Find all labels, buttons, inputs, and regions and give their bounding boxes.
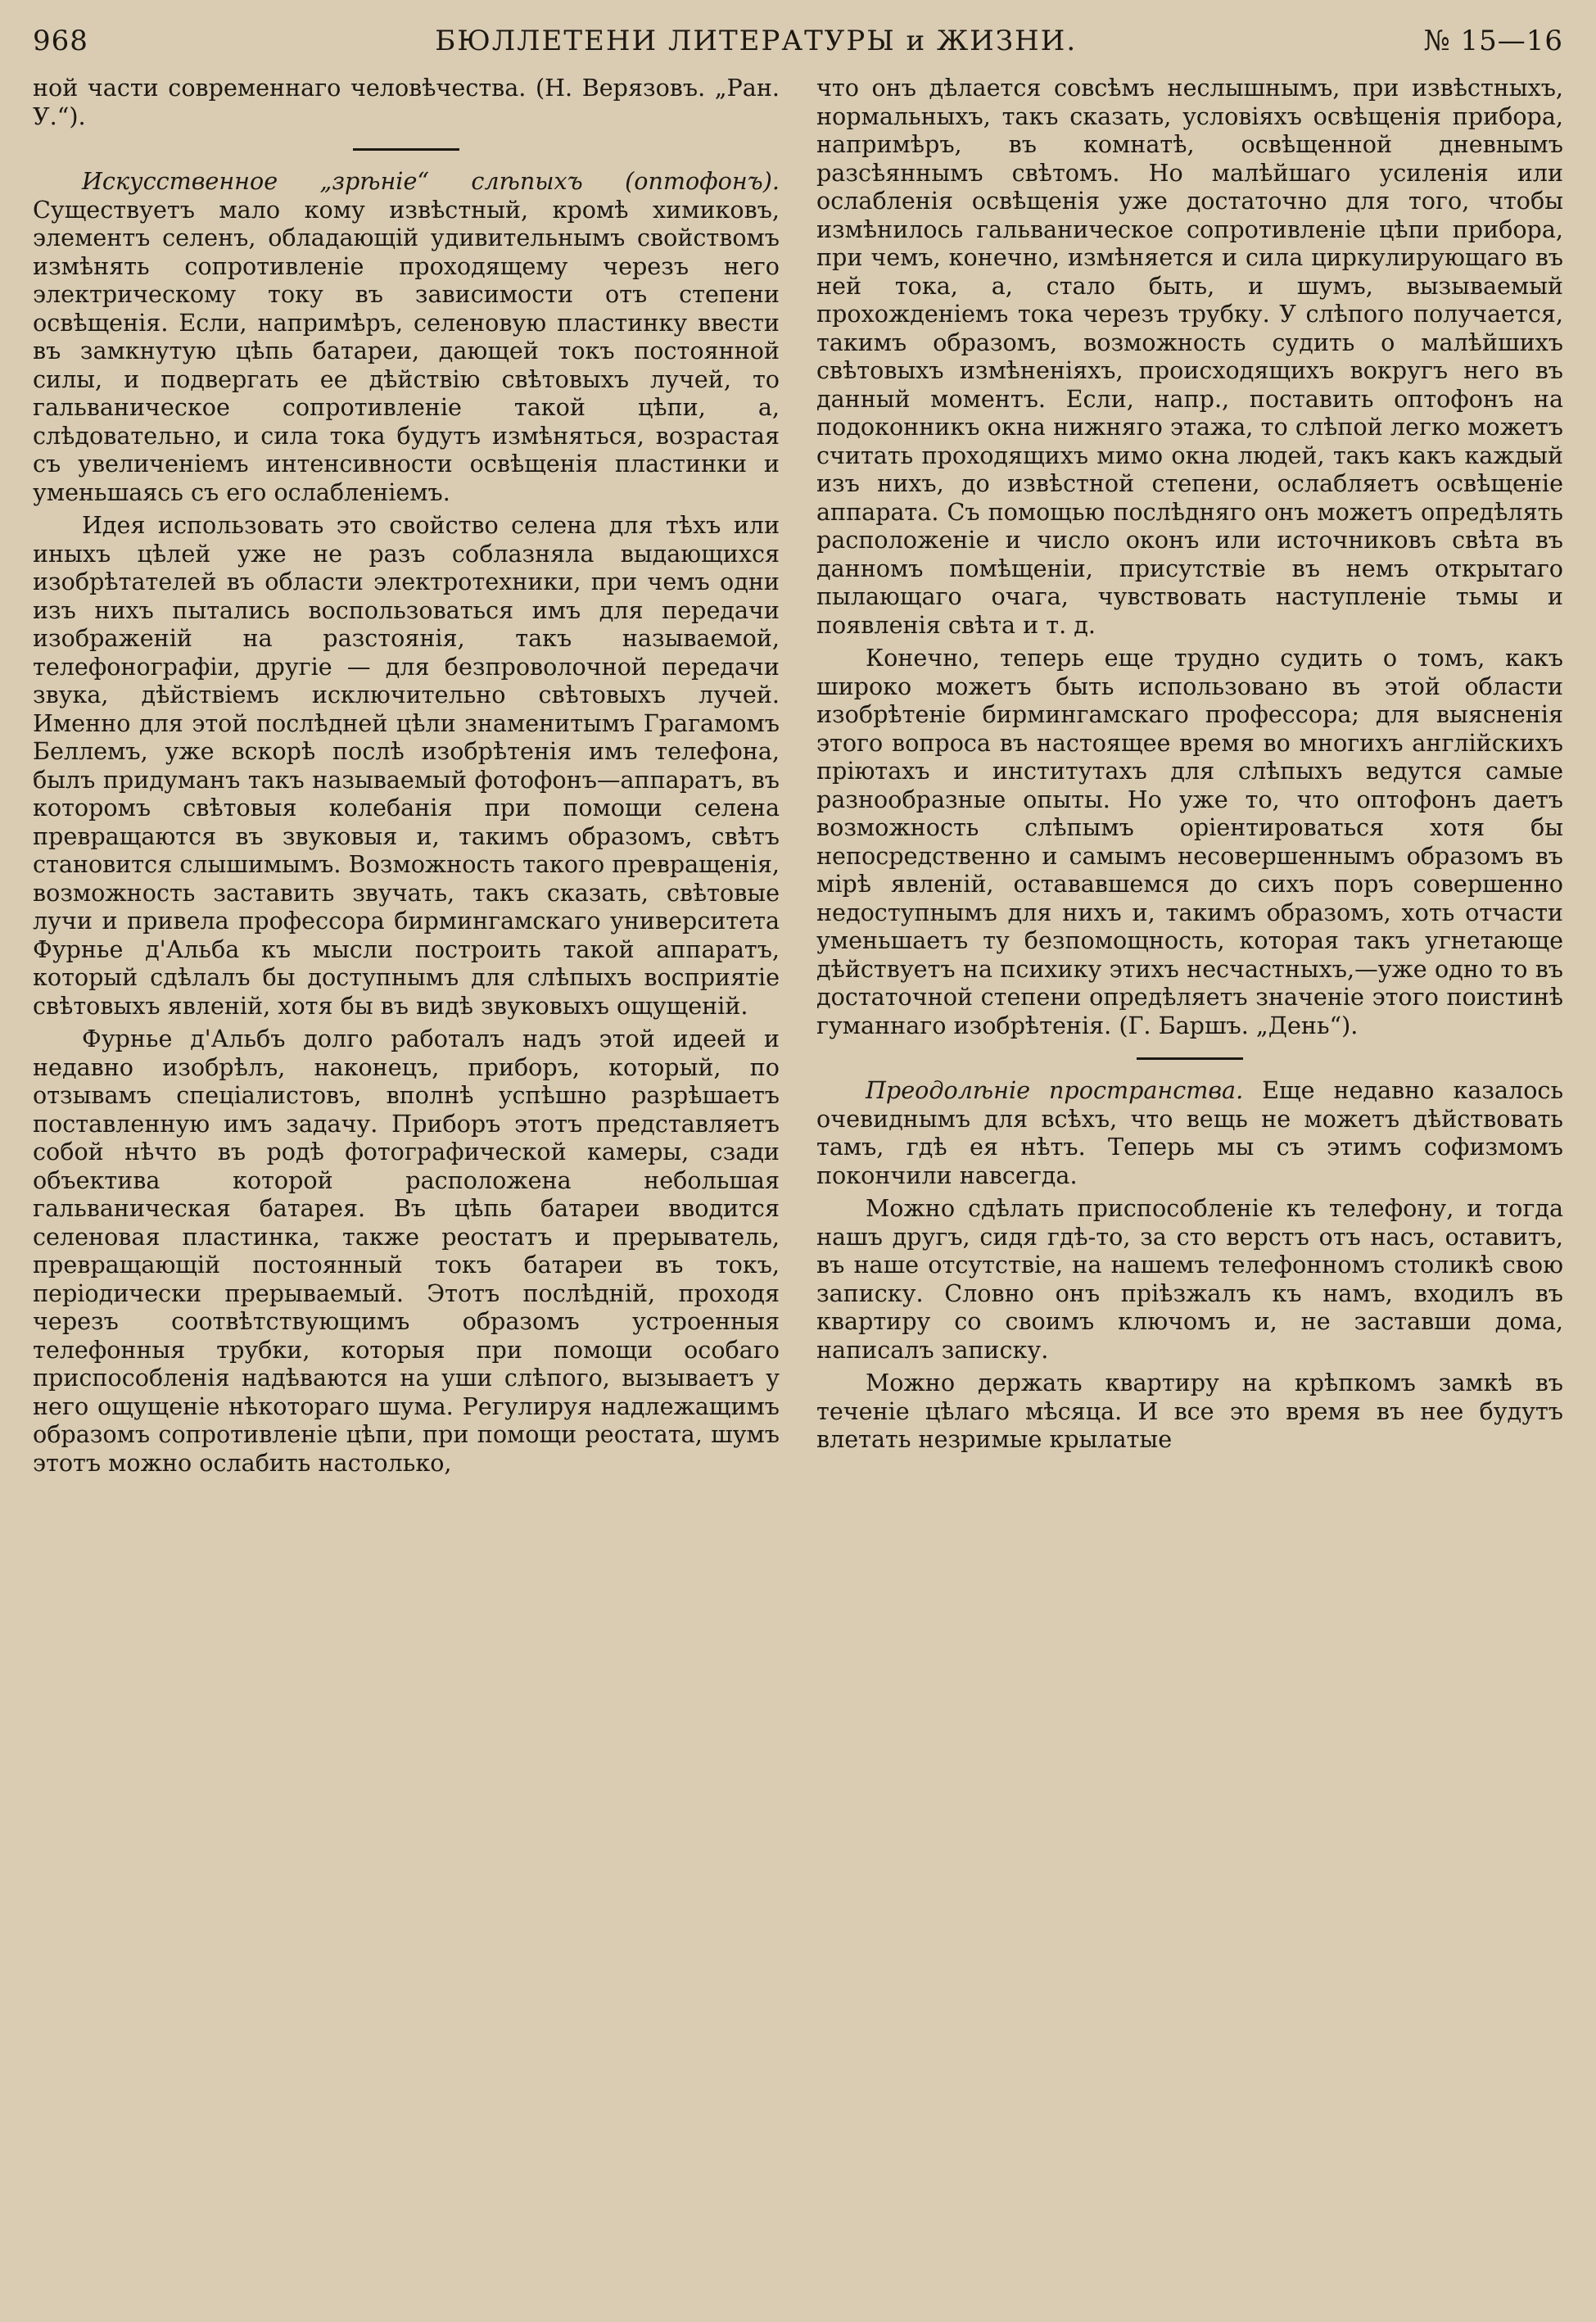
paragraph [816, 1076, 1563, 1189]
issue-number: № 15—16 [1423, 25, 1563, 57]
paragraph [33, 167, 780, 506]
section-divider [353, 148, 459, 151]
section-heading: Искусственное „зрѣніе“ слѣпыхъ (оптофонъ). [82, 167, 780, 195]
page-number: 968 [33, 25, 88, 57]
paragraph: ной части современнаго человѣчества. (Н. Верязовъ. „Ран. У.“). [33, 74, 780, 130]
paragraph: что онъ дѣлается совсѣмъ неслышнымъ, при извѣстныхъ, нормальныхъ, такъ сказать, условіяхъ освѣщенія прибора, напримѣръ, въ комнатѣ, освѣщенной дневнымъ разсѣяннымъ свѣтомъ. Но малѣйшаго усиленія или ослабленія освѣщенія уже достаточно для того, чтобы измѣнилось гальваническое сопротивленіе цѣпи прибора, при чемъ, конечно, измѣняется и сила циркулирующаго въ ней тока, а, стало быть, и шумъ, вызываемый прохожденіемъ тока черезъ трубку. У слѣпого получается, такимъ образомъ, возможность судить о малѣйшихъ свѣтовыхъ измѣненіяхъ, происходящихъ вокругъ него въ данный моментъ. Если, напр., поставить оптофонъ на подоконникъ окна нижняго этажа, то слѣпой легко можетъ считать проходящихъ мимо окна людей, такъ какъ каждый изъ нихъ, до извѣстной степени, ослабляетъ освѣщеніе аппарата. Съ помощью послѣдняго онъ можетъ опредѣлять расположеніе и число оконъ или источниковъ свѣта въ данномъ помѣщеніи, присутствіе въ немъ открытаго пылающаго очага, чувствовать наступленіе тьмы и появленія свѣта и т. д. [816, 74, 1563, 639]
text-columns [33, 74, 1563, 2302]
section-divider [1137, 1057, 1243, 1060]
paragraph-body: Еще недавно казалось очевиднымъ для всѣхъ, что вещь не можетъ дѣйствовать тамъ, гдѣ ея нѣтъ. Теперь мы съ этимъ софизмомъ покончили навсегда. [816, 1076, 1563, 1189]
paragraph-body: Существуетъ мало кому извѣстный, кромѣ химиковъ, элементъ селенъ, обладающій удивительнымъ свойствомъ измѣнять сопротивленіе проходящему черезъ него электрическому току въ зависимости отъ степени освѣщенія. Если, напримѣръ, селеновую пластинку ввести въ замкнутую цѣпь батареи, дающей токъ постоянной силы, и подвергать ее дѣйствію свѣтовыхъ лучей, то гальваническое сопротивленіе такой цѣпи, а, слѣдовательно, и сила тока будутъ измѣняться, возрастая съ увеличеніемъ интенсивности освѣщенія пластинки и уменьшаясь съ его ослабленіемъ. [33, 195, 780, 506]
section-heading: Преодолѣніе пространства. [866, 1076, 1244, 1104]
paragraph: Можно сдѣлать приспособленіе къ телефону, и тогда нашъ другъ, сидя гдѣ-то, за сто верстъ отъ насъ, оставитъ, въ наше отсутствіе, на нашемъ телефонномъ столикѣ свою записку. Словно онъ пріѣзжалъ къ намъ, входилъ въ квартиру со своимъ ключомъ и, не заставши дома, написалъ записку. [816, 1194, 1563, 1364]
paragraph: Конечно, теперь еще трудно судить о томъ, какъ широко можетъ быть использовано въ этой области изобрѣтеніе бирмингамскаго профессора; для выясненія этого вопроса въ настоящее время во многихъ англійскихъ пріютахъ и институтахъ для слѣпыхъ ведутся самые разнообразные опыты. Но уже то, что оптофонъ даетъ возможность слѣпымъ оріентироваться хотя бы непосредственно и самымъ несовершеннымъ образомъ въ мірѣ явленій, остававшемся до сихъ поръ совершенно недоступнымъ для нихъ и, такимъ образомъ, хоть отчасти уменьшаетъ ту безпомощность, которая такъ угнетающе дѣйствуетъ на психику этихъ несчастныхъ,—уже одно то въ достаточной степени опредѣляетъ значеніе этого поистинѣ гуманнаго изобрѣтенія. (Г. Баршъ. „День“). [816, 644, 1563, 1039]
paragraph: Идея использовать это свойство селена для тѣхъ или иныхъ цѣлей уже не разъ соблазняла выдающихся изобрѣтателей въ области электротехники, при чемъ одни изъ нихъ пытались воспользоваться имъ для передачи изображеній на разстоянія, такъ называемой, телефонографіи, другіе — для безпроволочной передачи звука, дѣйствіемъ исключительно свѣтовыхъ лучей. Именно для этой послѣдней цѣли знаменитымъ Грагамомъ Беллемъ, уже вскорѣ послѣ изобрѣтенія имъ телефона, былъ придуманъ такъ называемый фотофонъ—аппаратъ, въ которомъ свѣтовыя колебанія при помощи селена превращаются въ звуковыя и, такимъ образомъ, свѣтъ становится слышимымъ. Возможность такого превращенія, возможность заставить звучать, такъ сказать, свѣтовые лучи и привела профессора бирмингамскаго университета Фурнье д'Альба къ мысли построить такой аппаратъ, который сдѣлалъ бы доступнымъ для слѣпыхъ восприятіе свѣтовыхъ явленій, хотя бы въ видѣ звуковыхъ ощущеній. [33, 511, 780, 1020]
right-column [816, 74, 1563, 2302]
paragraph: Фурнье д'Альбъ долго работалъ надъ этой идеей и недавно изобрѣлъ, наконецъ, приборъ, который, по отзывамъ спеціалистовъ, вполнѣ успѣшно разрѣшаетъ поставленную имъ задачу. Приборъ этотъ представляетъ собой нѣчто въ родѣ фотографической камеры, сзади объектива которой расположена небольшая гальваническая батарея. Въ цѣпь батареи вводится селеновая пластинка, также реостатъ и прерыватель, превращающій постоянный токъ батареи въ токъ, періодически прерываемый. Этотъ послѣдній, проходя черезъ соотвѣтствующимъ образомъ устроенныя телефонныя трубки, которыя при помощи особаго приспособленія надѣваются на уши слѣпого, вызываетъ у него ощущеніе нѣкотораго шума. Регулируя надлежащимъ образомъ сопротивленіе цѣпи, при помощи реостата, шумъ этотъ можно ослабить настолько, [33, 1025, 780, 1477]
journal-title: БЮЛЛЕТЕНИ ЛИТЕРАТУРЫ и ЖИЗНИ. [435, 25, 1078, 57]
running-header [33, 25, 1563, 74]
paragraph: Можно держать квартиру на крѣпкомъ замкѣ въ теченіе цѣлаго мѣсяца. И все это время въ нее будутъ влетать незримые крылатые [816, 1369, 1563, 1453]
left-column [33, 74, 780, 2302]
